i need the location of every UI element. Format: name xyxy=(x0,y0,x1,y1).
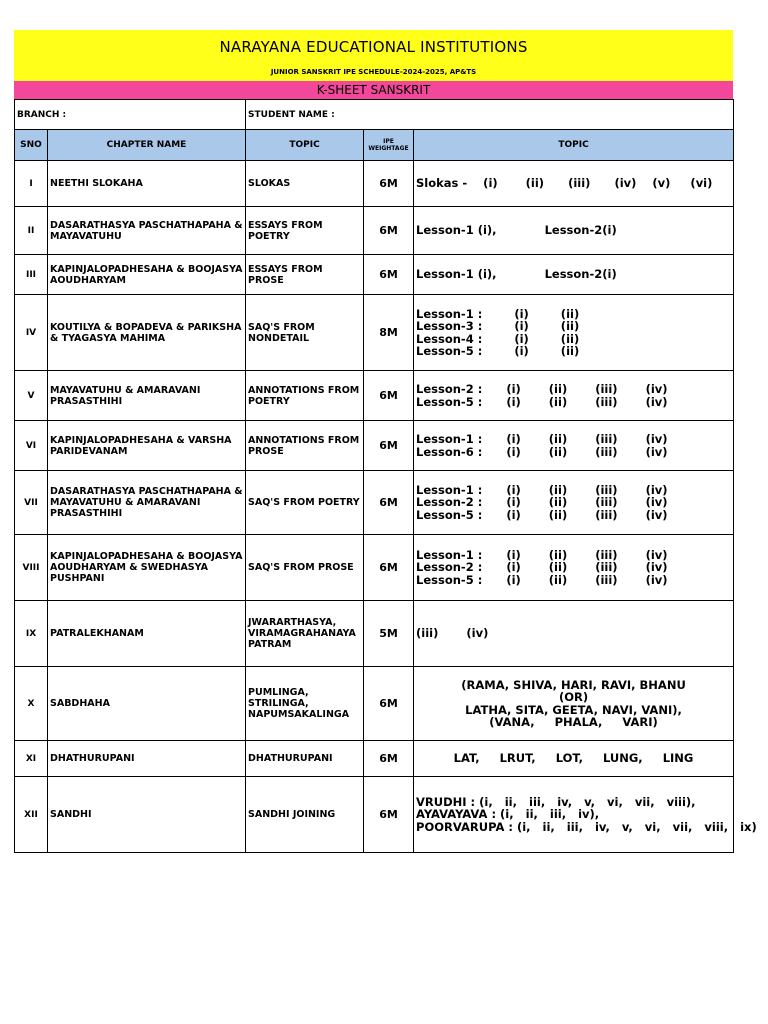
schedule-sheet xyxy=(14,30,757,853)
table-row xyxy=(15,471,734,535)
row-sno: XII xyxy=(15,777,48,853)
row-weightage: 6M xyxy=(364,255,414,295)
row-chapter-name: SANDHI xyxy=(48,777,246,853)
page-title: NARAYANA EDUCATIONAL INSTITUTIONS xyxy=(219,38,528,56)
row-sno: I xyxy=(15,161,48,207)
row-sno: IV xyxy=(15,295,48,371)
row-topic: JWARARTHASYA, VIRAMAGRAHANAYA PATRAM xyxy=(246,601,364,667)
col-header-topic: TOPIC xyxy=(246,130,364,161)
weightage-line2: WEIGHTAGE xyxy=(368,145,409,152)
row-chapter-name: KOUTILYA & BOPADEVA & PARIKSHA & TYAGASYA MAHIMA xyxy=(48,295,246,371)
table-row xyxy=(15,255,734,295)
row-chapter-name: MAYAVATUHU & AMARAVANI PRASASTHIHI xyxy=(48,371,246,421)
row-weightage: 8M xyxy=(364,295,414,371)
table-row xyxy=(15,421,734,471)
row-chapter-name: SABDHAHA xyxy=(48,667,246,741)
meta-row xyxy=(15,100,734,130)
row-weightage: 6M xyxy=(364,207,414,255)
row-chapter-name: DHATHURUPANI xyxy=(48,741,246,777)
row-topic-detail: LAT, LRUT, LOT, LUNG, LING xyxy=(414,741,734,777)
row-sno: IX xyxy=(15,601,48,667)
row-chapter-name: KAPINJALOPADHESAHA & BOOJASYA AOUDHARYAM & SWEDHASYA PUSHPANI xyxy=(48,535,246,601)
schedule-table xyxy=(14,99,757,853)
row-sno: X xyxy=(15,667,48,741)
row-topic-detail: Lesson-1 (i), Lesson-2(i) xyxy=(414,255,734,295)
row-topic-detail: Lesson-1 : (i) (ii) (iii) (iv) Lesson-6 : (i) (ii) (iii) (iv) xyxy=(414,421,734,471)
schedule-subtitle: JUNIOR SANSKRIT IPE SCHEDULE-2024-2025, AP&TS xyxy=(270,68,477,76)
row-topic-detail: Slokas - (i) (ii) (iii) (iv) (v) (vi) xyxy=(414,161,734,207)
row-sno: VII xyxy=(15,471,48,535)
row-topic: ESSAYS FROM PROSE xyxy=(246,255,364,295)
row-sno: XI xyxy=(15,741,48,777)
row-topic-detail: Lesson-1 : (i) (ii) (iii) (iv) Lesson-2 : (i) (ii) (iii) (iv) Lesson-5 : (i) (ii) (iii) (iv) xyxy=(414,471,734,535)
row-weightage: 5M xyxy=(364,601,414,667)
col-header-sno: SNO xyxy=(15,130,48,161)
row-topic: ANNOTATIONS FROM POETRY xyxy=(246,371,364,421)
sheet-name-banner: K-SHEET SANSKRIT xyxy=(14,81,733,99)
row-chapter-name: DASARATHASYA PASCHATHAPAHA & MAYAVATUHU xyxy=(48,207,246,255)
row-topic-detail: Lesson-1 : (i) (ii) Lesson-3 : (i) (ii) Lesson-4 : (i) (ii) Lesson-5 : (i) (ii) xyxy=(414,295,734,371)
row-topic: SLOKAS xyxy=(246,161,364,207)
table-row xyxy=(15,741,734,777)
row-topic-detail: (iii) (iv) xyxy=(414,601,734,667)
row-topic: SAQ'S FROM POETRY xyxy=(246,471,364,535)
row-chapter-name: KAPINJALOPADHESAHA & BOOJASYA AOUDHARYAM xyxy=(48,255,246,295)
table-row xyxy=(15,601,734,667)
row-topic: ESSAYS FROM POETRY xyxy=(246,207,364,255)
row-topic-detail: (RAMA, SHIVA, HARI, RAVI, BHANU (OR) LATHA, SITA, GEETA, NAVI, VANI), (VANA, PHALA, VARI) xyxy=(414,667,734,741)
row-topic-detail: VRUDHI : (i, ii, iii, iv, v, vi, vii, viii), AYAVAYAVA : (i, ii, iii, iv), POORVARUPA : (i, ii, iii, iv, v, vi, vii, viii, ix) xyxy=(414,777,734,853)
table-row xyxy=(15,371,734,421)
row-topic: SANDHI JOINING xyxy=(246,777,364,853)
student-name-label: STUDENT NAME : xyxy=(246,100,734,130)
weightage-line1: IPE xyxy=(383,138,394,145)
table-row xyxy=(15,161,734,207)
row-topic-detail: Lesson-2 : (i) (ii) (iii) (iv) Lesson-5 : (i) (ii) (iii) (iv) xyxy=(414,371,734,421)
row-weightage: 6M xyxy=(364,471,414,535)
row-topic-detail: Lesson-1 (i), Lesson-2(i) xyxy=(414,207,734,255)
row-weightage: 6M xyxy=(364,535,414,601)
row-topic: SAQ'S FROM PROSE xyxy=(246,535,364,601)
table-row xyxy=(15,777,734,853)
col-header-chapter: CHAPTER NAME xyxy=(48,130,246,161)
row-topic: DHATHURUPANI xyxy=(246,741,364,777)
row-sno: VIII xyxy=(15,535,48,601)
row-sno: VI xyxy=(15,421,48,471)
row-sno: III xyxy=(15,255,48,295)
table-row xyxy=(15,535,734,601)
branch-label: BRANCH : xyxy=(15,100,246,130)
table-row xyxy=(15,295,734,371)
row-weightage: 6M xyxy=(364,421,414,471)
row-topic: ANNOTATIONS FROM PROSE xyxy=(246,421,364,471)
row-weightage: 6M xyxy=(364,667,414,741)
row-weightage: 6M xyxy=(364,161,414,207)
row-weightage: 6M xyxy=(364,741,414,777)
row-topic: PUMLINGA, STRILINGA, NAPUMSAKALINGA xyxy=(246,667,364,741)
row-topic: SAQ'S FROM NONDETAIL xyxy=(246,295,364,371)
row-weightage: 6M xyxy=(364,777,414,853)
row-topic-detail: Lesson-1 : (i) (ii) (iii) (iv) Lesson-2 : (i) (ii) (iii) (iv) Lesson-5 : (i) (ii) (iii) (iv) xyxy=(414,535,734,601)
header-row xyxy=(15,130,734,161)
row-chapter-name: PATRALEKHANAM xyxy=(48,601,246,667)
col-header-topic-detail: TOPIC xyxy=(414,130,734,161)
row-weightage: 6M xyxy=(364,371,414,421)
col-header-weightage xyxy=(364,130,414,161)
table-row xyxy=(15,207,734,255)
row-sno: II xyxy=(15,207,48,255)
row-chapter-name: KAPINJALOPADHESAHA & VARSHA PARIDEVANAM xyxy=(48,421,246,471)
table-row xyxy=(15,667,734,741)
row-chapter-name: DASARATHASYA PASCHATHAPAHA & MAYAVATUHU & AMARAVANI PRASASTHIHI xyxy=(48,471,246,535)
row-sno: V xyxy=(15,371,48,421)
title-band xyxy=(14,30,733,81)
row-chapter-name: NEETHI SLOKAHA xyxy=(48,161,246,207)
